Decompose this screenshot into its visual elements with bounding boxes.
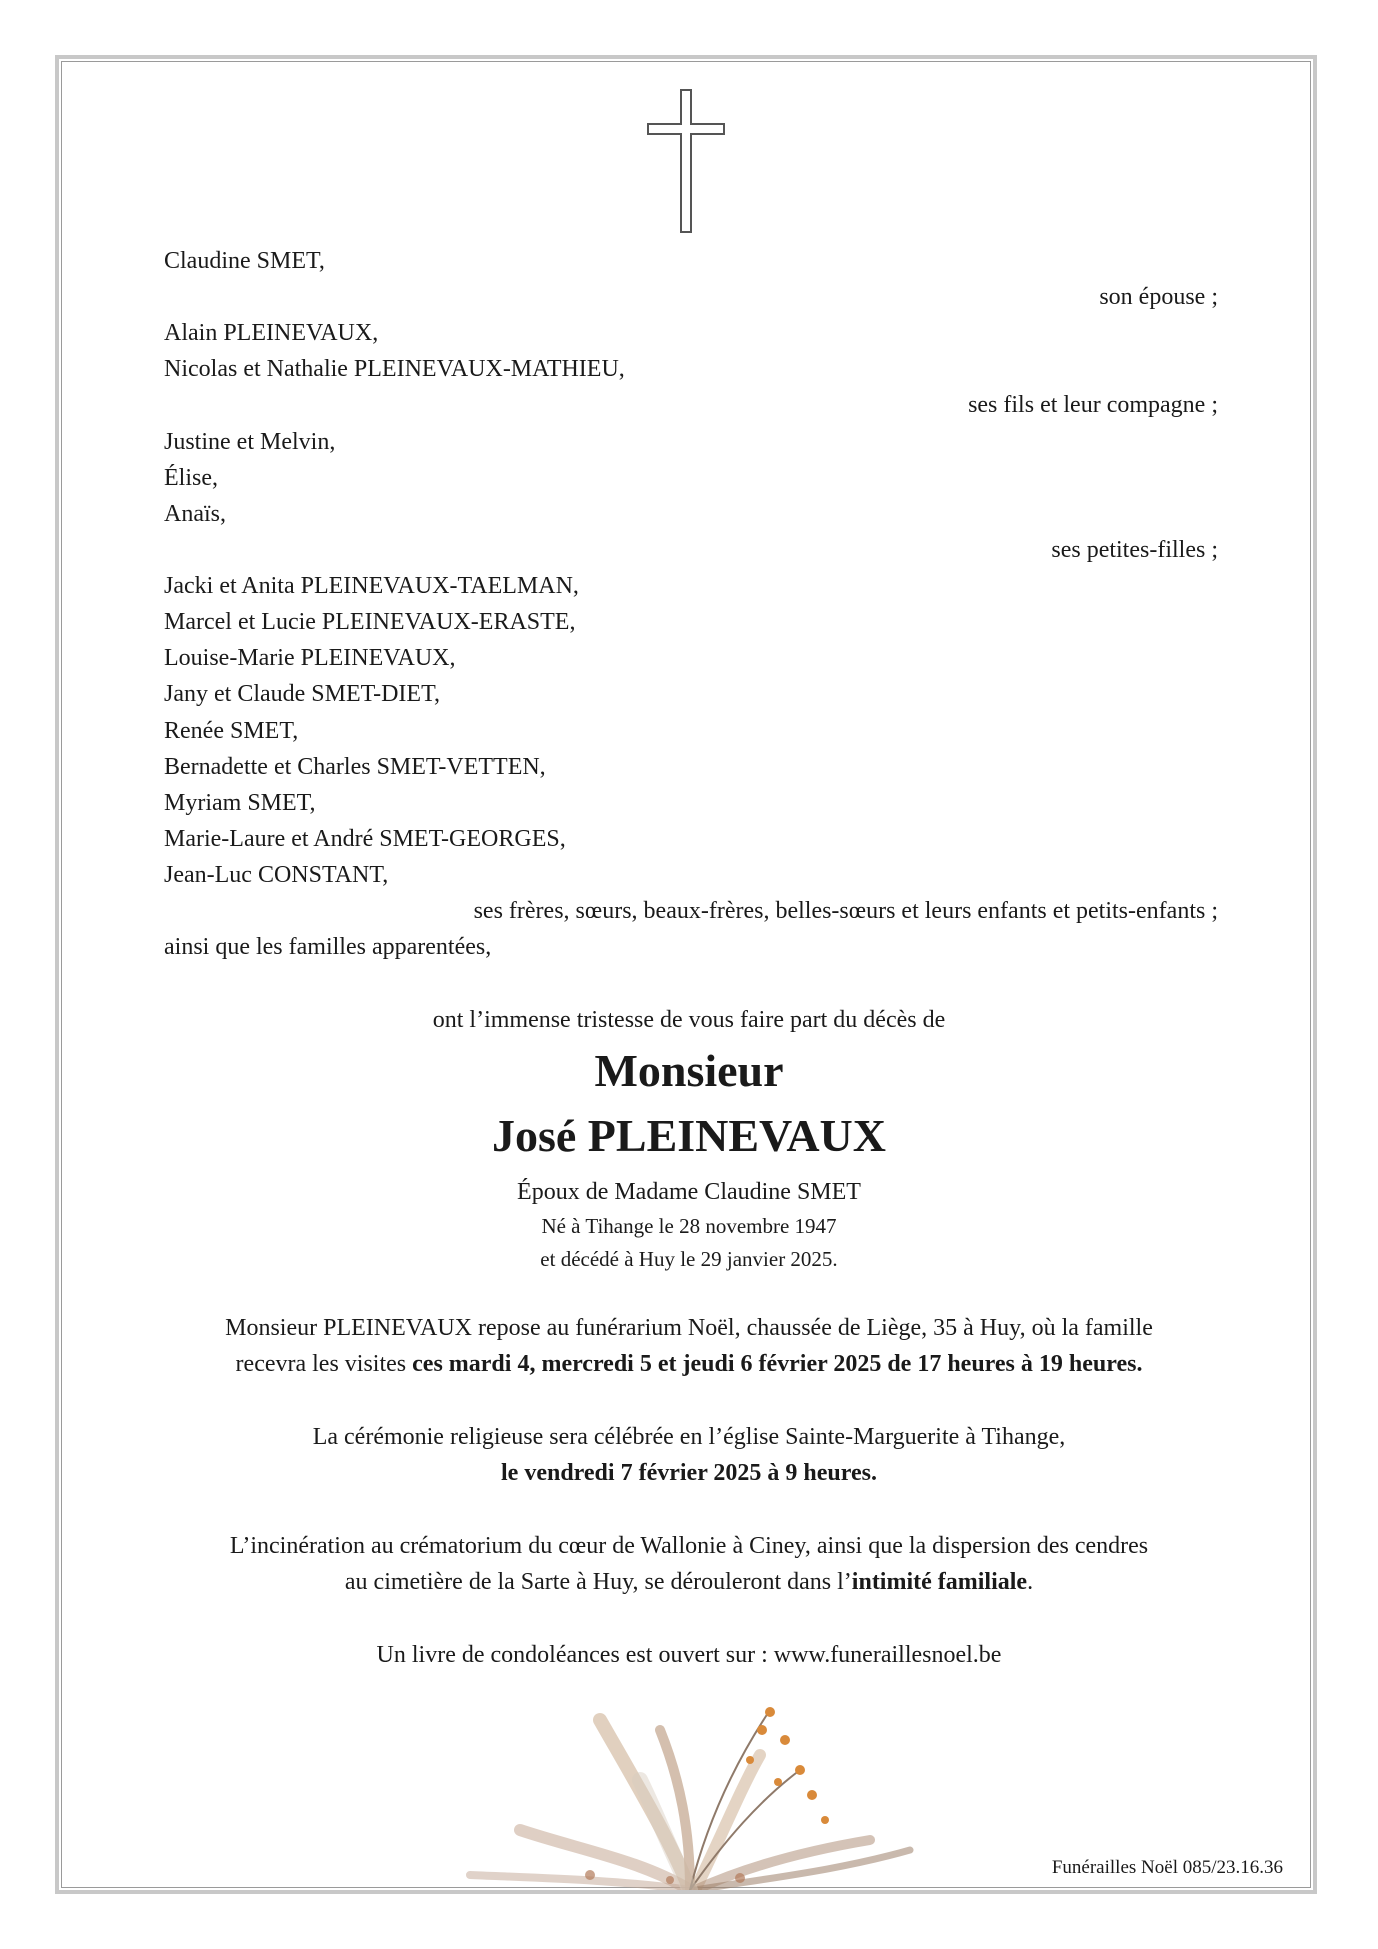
spouse-role: son épouse ; <box>1099 284 1218 310</box>
sibling-2: Marcel et Lucie PLEINEVAUX-ERASTE, <box>164 609 576 635</box>
cremation-line-2 <box>0 1567 1378 1597</box>
sibling-9: Jean-Luc CONSTANT, <box>164 862 389 888</box>
sibling-5: Renée SMET, <box>164 718 299 744</box>
siblings-role: ses frères, sœurs, beaux-frères, belles-sœurs et leurs enfants et petits-enfants ; <box>473 898 1218 924</box>
sibling-6: Bernadette et Charles SMET-VETTEN, <box>164 754 546 780</box>
cremation-line-1: L’incinération au crématorium du cœur de Wallonie à Ciney, ainsi que la dispersion des cendres <box>229 1533 1149 1559</box>
granddaughter-3: Anaïs, <box>164 501 226 527</box>
cremation-suffix: . <box>1027 1569 1034 1595</box>
cremation-intimacy: intimité familiale <box>851 1569 1028 1595</box>
visits-prefix: recevra les visites <box>235 1351 413 1377</box>
honorific: Monsieur <box>594 1045 784 1096</box>
ceremony-date: le vendredi 7 février 2025 à 9 heures. <box>501 1460 877 1486</box>
sibling-8: Marie-Laure et André SMET-GEORGES, <box>164 826 566 852</box>
cross-icon <box>646 88 726 236</box>
funeral-home-contact: Funérailles Noël 085/23.16.36 <box>1051 1857 1283 1878</box>
sibling-7: Myriam SMET, <box>164 790 316 816</box>
granddaughter-2: Élise, <box>164 465 218 491</box>
son-1: Alain PLEINEVAUX, <box>164 320 379 346</box>
dried-flowers-bouquet-icon <box>440 1700 940 1890</box>
visits-line-1: Monsieur PLEINEVAUX repose au funérarium Noël, chaussée de Liège, 35 à Huy, où la famille <box>225 1315 1153 1341</box>
visits-dates: ces mardi 4, mercredi 5 et jeudi 6 février 2025 de 17 heures à 19 heures. <box>412 1351 1143 1377</box>
spouse-name: Claudine SMET, <box>164 248 325 274</box>
sibling-4: Jany et Claude SMET-DIET, <box>164 681 440 707</box>
sons-role: ses fils et leur compagne ; <box>968 392 1218 418</box>
spouse-line: Époux de Madame Claudine SMET <box>517 1179 861 1205</box>
ceremony-line-1: La cérémonie religieuse sera célébrée en l’église Sainte-Marguerite à Tihange, <box>312 1424 1066 1450</box>
cremation-prefix: au cimetière de la Sarte à Huy, se dérouleront dans l’ <box>344 1569 852 1595</box>
visits-line-2 <box>0 1349 1378 1379</box>
death-line: et décédé à Huy le 29 janvier 2025. <box>540 1247 838 1271</box>
son-2: Nicolas et Nathalie PLEINEVAUX-MATHIEU, <box>164 356 625 382</box>
condolences-line: Un livre de condoléances est ouvert sur : www.funeraillesnoel.be <box>376 1642 1002 1668</box>
granddaughter-1: Justine et Melvin, <box>164 429 336 455</box>
birth-line: Né à Tihange le 28 novembre 1947 <box>541 1214 837 1238</box>
relatives-line: ainsi que les familles apparentées, <box>164 934 492 960</box>
sibling-3: Louise-Marie PLEINEVAUX, <box>164 645 456 671</box>
granddaughters-role: ses petites-filles ; <box>1051 537 1218 563</box>
sibling-1: Jacki et Anita PLEINEVAUX-TAELMAN, <box>164 573 579 599</box>
deceased-name: José PLEINEVAUX <box>491 1110 887 1161</box>
intro-line: ont l’immense tristesse de vous faire part du décès de <box>432 1007 946 1033</box>
ceremony-line-2 <box>0 1458 1378 1488</box>
